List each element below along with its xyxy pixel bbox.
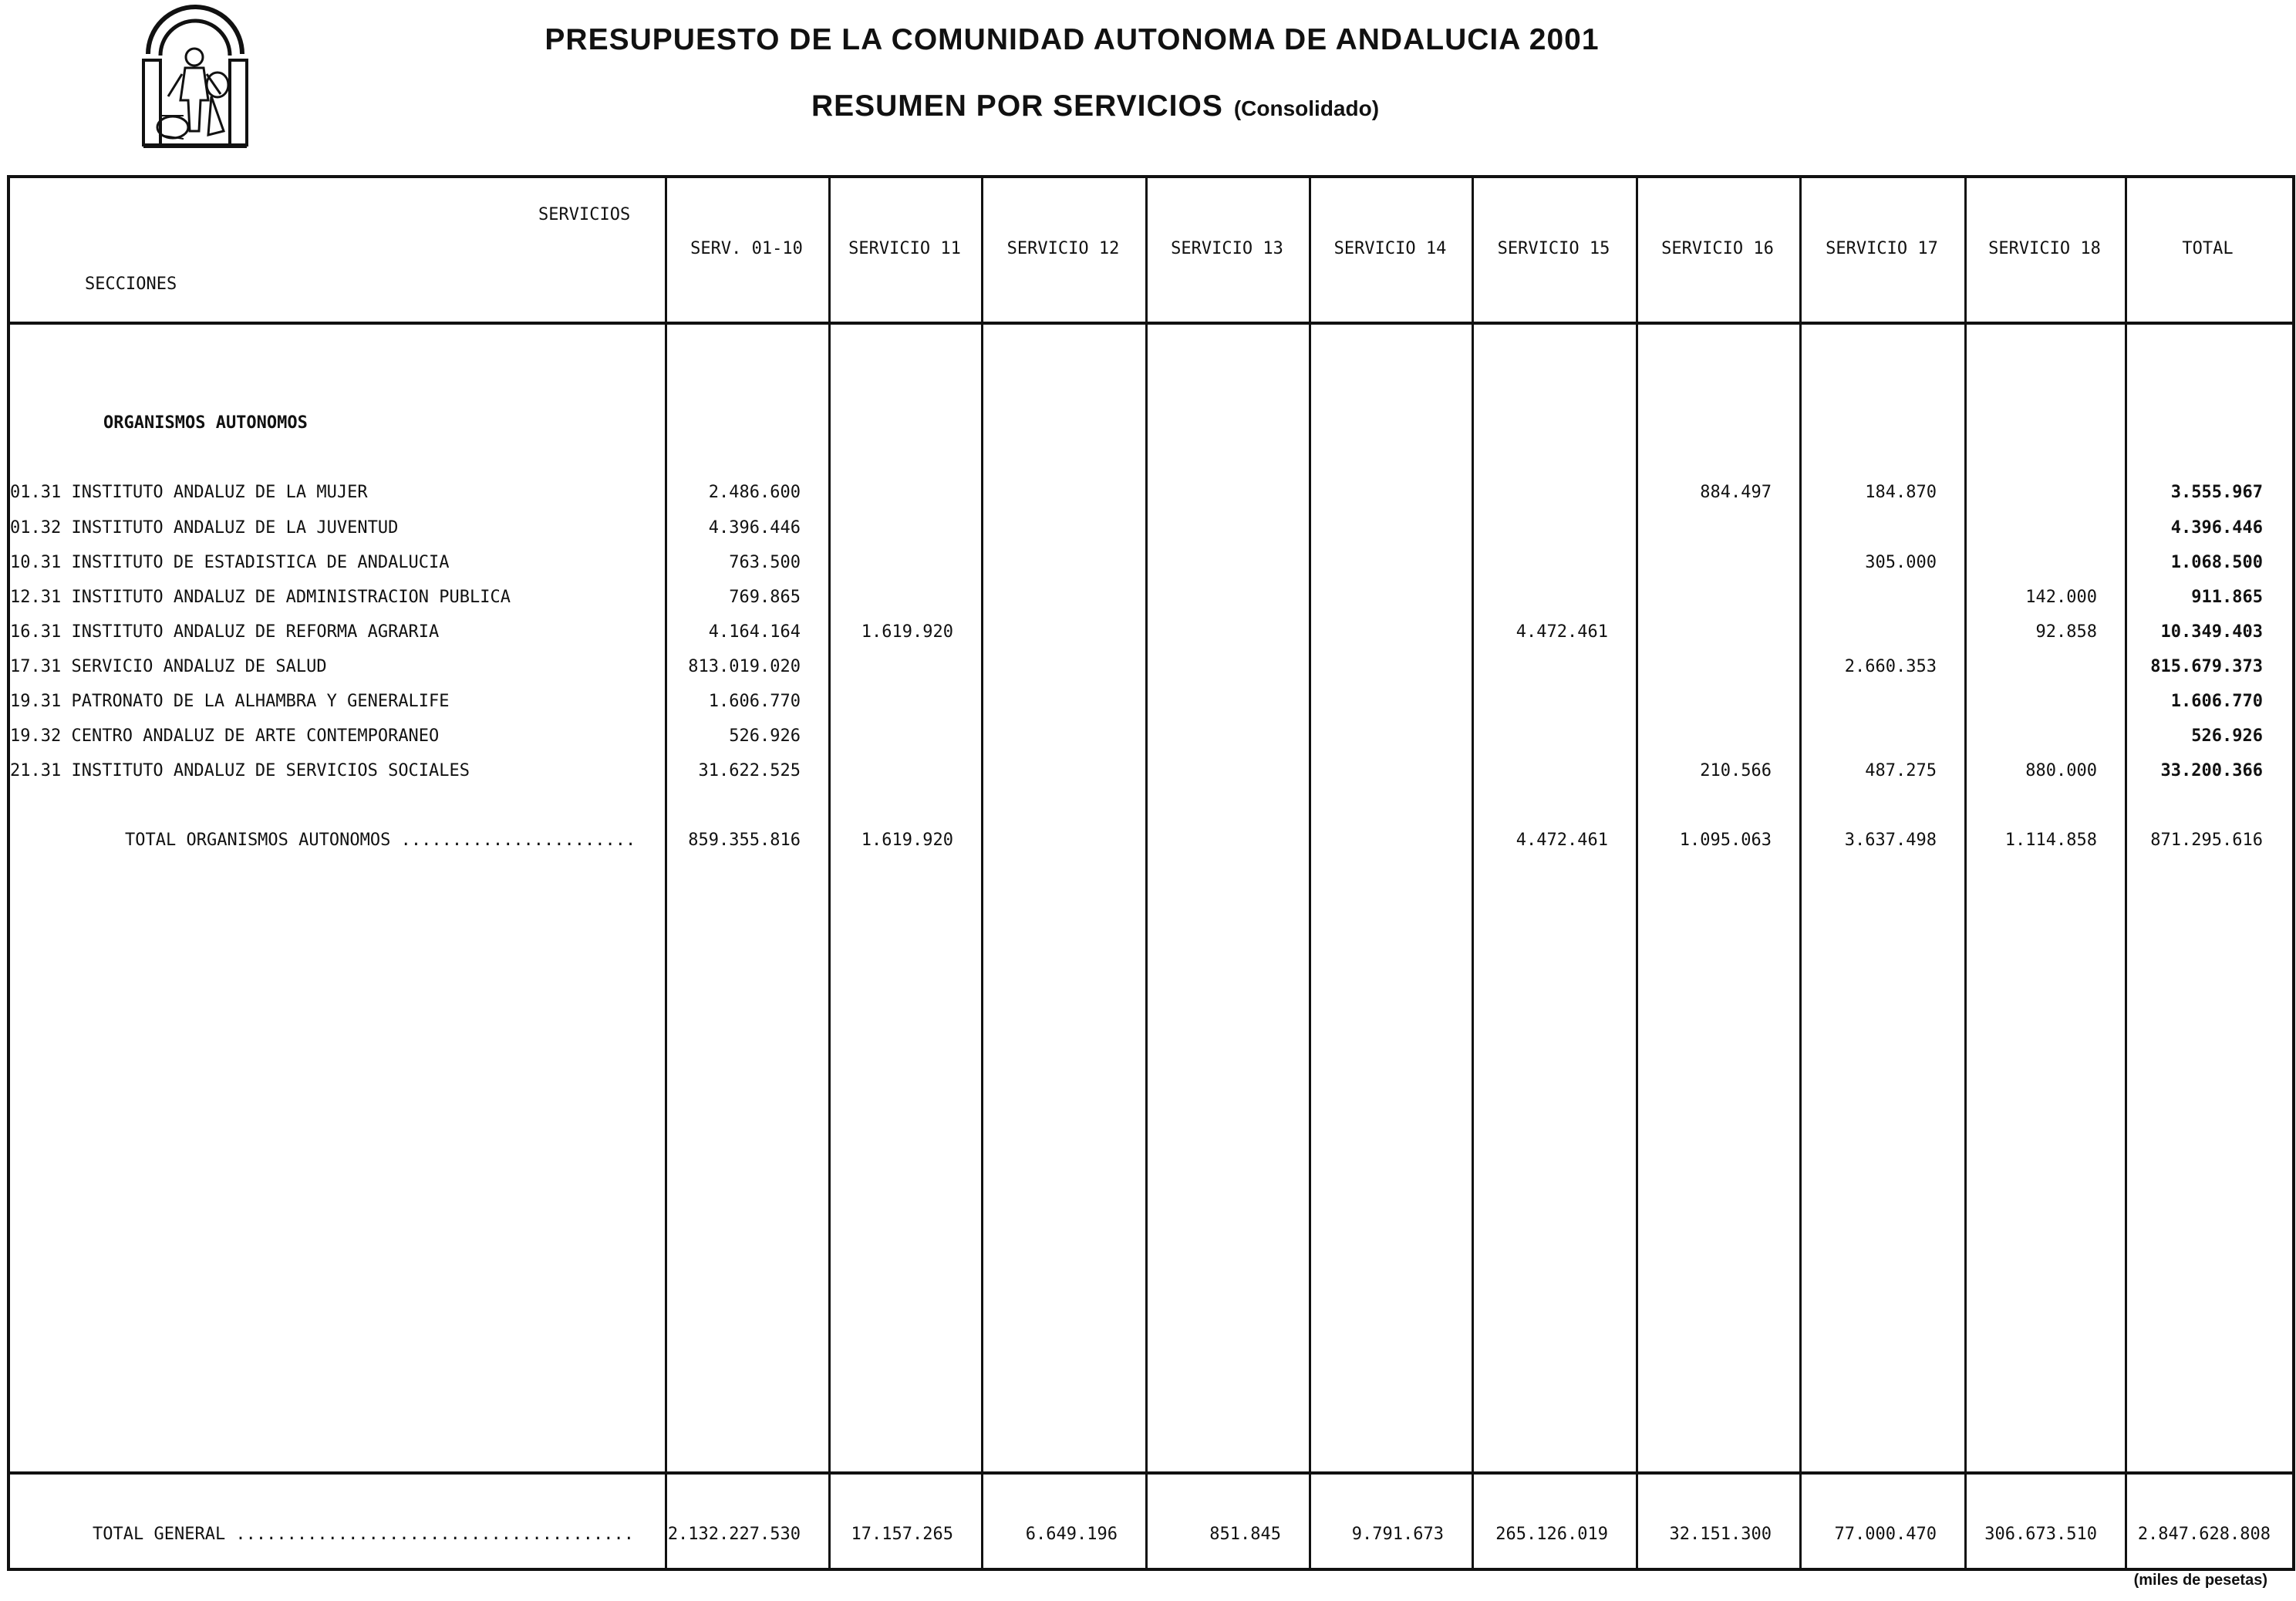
column-header: SERVICIO 14 bbox=[1333, 239, 1447, 258]
corner-label-secciones: SECCIONES bbox=[85, 275, 177, 294]
subtitle-text: RESUMEN POR SERVICIOS bbox=[811, 89, 1223, 123]
row-label: 16.31 INSTITUTO ANDALUZ DE REFORMA AGRARIA bbox=[10, 622, 440, 642]
group-total-cell: 4.472.461 bbox=[1515, 831, 1608, 850]
table-cell: 1.606.770 bbox=[2170, 692, 2263, 711]
table-cell: 142.000 bbox=[2025, 588, 2097, 607]
table-cell: 1.606.770 bbox=[708, 692, 801, 711]
subtitle-note: (Consolidado) bbox=[1233, 96, 1380, 120]
grand-total-cell: 32.151.300 bbox=[1669, 1525, 1772, 1544]
group-total-cell: 1.619.920 bbox=[861, 831, 953, 850]
column-divider bbox=[2125, 175, 2127, 1571]
grand-total-cell: 265.126.019 bbox=[1495, 1525, 1608, 1544]
table-cell: 526.926 bbox=[729, 726, 801, 746]
column-header: SERVICIO 16 bbox=[1661, 239, 1774, 258]
header-divider bbox=[7, 322, 2295, 325]
grand-total-cell: 17.157.265 bbox=[851, 1525, 953, 1544]
grand-total-cell: 2.847.628.808 bbox=[2137, 1525, 2271, 1544]
group-total-cell: 859.355.816 bbox=[688, 831, 801, 850]
grand-total-cell: 851.845 bbox=[1209, 1525, 1281, 1544]
row-label: 19.31 PATRONATO DE LA ALHAMBRA Y GENERALIFE bbox=[10, 692, 450, 711]
column-divider bbox=[1472, 175, 1474, 1571]
column-header: SERVICIO 18 bbox=[1988, 239, 2101, 258]
table-cell: 305.000 bbox=[1865, 553, 1937, 572]
table-cell: 1.619.920 bbox=[861, 622, 953, 642]
column-divider bbox=[981, 175, 983, 1571]
column-divider bbox=[1309, 175, 1311, 1571]
row-label: 12.31 INSTITUTO ANDALUZ DE ADMINISTRACION PUBLICA bbox=[10, 588, 511, 607]
table-cell: 92.858 bbox=[2035, 622, 2097, 642]
table-cell: 813.019.020 bbox=[688, 657, 801, 676]
table-cell: 487.275 bbox=[1865, 761, 1937, 780]
row-label: 10.31 INSTITUTO DE ESTADISTICA DE ANDALUCIA bbox=[10, 553, 450, 572]
column-header: SERVICIO 12 bbox=[1006, 239, 1120, 258]
grand-total-label: TOTAL GENERAL ....................................... bbox=[93, 1525, 634, 1544]
row-label: 01.32 INSTITUTO ANDALUZ DE LA JUVENTUD bbox=[10, 518, 399, 538]
table-cell: 911.865 bbox=[2191, 588, 2263, 607]
table-cell: 4.472.461 bbox=[1515, 622, 1608, 642]
grand-total-cell: 77.000.470 bbox=[1834, 1525, 1937, 1544]
table-frame bbox=[7, 175, 2295, 1571]
total-divider bbox=[7, 1471, 2295, 1475]
row-label: 21.31 INSTITUTO ANDALUZ DE SERVICIOS SOCIALES bbox=[10, 761, 470, 780]
column-header: SERVICIO 17 bbox=[1826, 239, 1938, 258]
table-cell: 769.865 bbox=[729, 588, 801, 607]
table-cell: 31.622.525 bbox=[698, 761, 801, 780]
row-label: 01.31 INSTITUTO ANDALUZ DE LA MUJER bbox=[10, 483, 368, 502]
table-cell: 1.068.500 bbox=[2170, 553, 2263, 572]
grand-total-cell: 306.673.510 bbox=[1984, 1525, 2097, 1544]
column-divider bbox=[1799, 175, 1802, 1571]
grand-total-cell: 6.649.196 bbox=[1025, 1525, 1118, 1544]
column-header: SERVICIO 15 bbox=[1497, 239, 1610, 258]
table-cell: 184.870 bbox=[1865, 483, 1937, 502]
group-total-cell: 871.295.616 bbox=[2150, 831, 2263, 850]
andalucia-coat-of-arms-logo bbox=[137, 0, 253, 151]
group-total-cell: 3.637.498 bbox=[1844, 831, 1937, 850]
column-header: TOTAL bbox=[2182, 239, 2234, 258]
group-title: ORGANISMOS AUTONOMOS bbox=[103, 413, 308, 433]
table-cell: 880.000 bbox=[2025, 761, 2097, 780]
table-cell: 4.164.164 bbox=[708, 622, 801, 642]
column-header: SERV. 01-10 bbox=[690, 239, 803, 258]
grand-total-cell: 9.791.673 bbox=[1351, 1525, 1444, 1544]
table-cell: 10.349.403 bbox=[2160, 622, 2263, 642]
column-divider bbox=[1145, 175, 1148, 1571]
table-cell: 4.396.446 bbox=[708, 518, 801, 538]
table-cell: 2.486.600 bbox=[708, 483, 801, 502]
grand-total-cell: 2.132.227.530 bbox=[667, 1525, 801, 1544]
table-cell: 4.396.446 bbox=[2170, 518, 2263, 538]
column-divider bbox=[665, 175, 667, 1571]
table-cell: 763.500 bbox=[729, 553, 801, 572]
column-header: SERVICIO 13 bbox=[1171, 239, 1283, 258]
group-total-cell: 1.114.858 bbox=[2004, 831, 2097, 850]
table-cell: 3.555.967 bbox=[2170, 483, 2263, 502]
page-subtitle bbox=[324, 89, 1866, 123]
table-cell: 815.679.373 bbox=[2150, 657, 2263, 676]
page-title: PRESUPUESTO DE LA COMUNIDAD AUTONOMA DE ANDALUCIA 2001 bbox=[544, 23, 1600, 56]
table-cell: 210.566 bbox=[1700, 761, 1772, 780]
units-footnote: (miles de pesetas) bbox=[2133, 1572, 2267, 1589]
table-cell: 2.660.353 bbox=[1844, 657, 1937, 676]
row-label: 17.31 SERVICIO ANDALUZ DE SALUD bbox=[10, 657, 327, 676]
corner-label-servicios: SERVICIOS bbox=[538, 205, 631, 224]
table-cell: 526.926 bbox=[2191, 726, 2263, 746]
column-divider bbox=[1964, 175, 1967, 1571]
table-cell: 884.497 bbox=[1700, 483, 1772, 502]
group-total-label: TOTAL ORGANISMOS AUTONOMOS ....................... bbox=[125, 831, 636, 850]
column-divider bbox=[1636, 175, 1638, 1571]
column-divider bbox=[828, 175, 831, 1571]
table-cell: 33.200.366 bbox=[2160, 761, 2263, 780]
column-header: SERVICIO 11 bbox=[848, 239, 961, 258]
group-total-cell: 1.095.063 bbox=[1679, 831, 1772, 850]
row-label: 19.32 CENTRO ANDALUZ DE ARTE CONTEMPORANEO bbox=[10, 726, 440, 746]
